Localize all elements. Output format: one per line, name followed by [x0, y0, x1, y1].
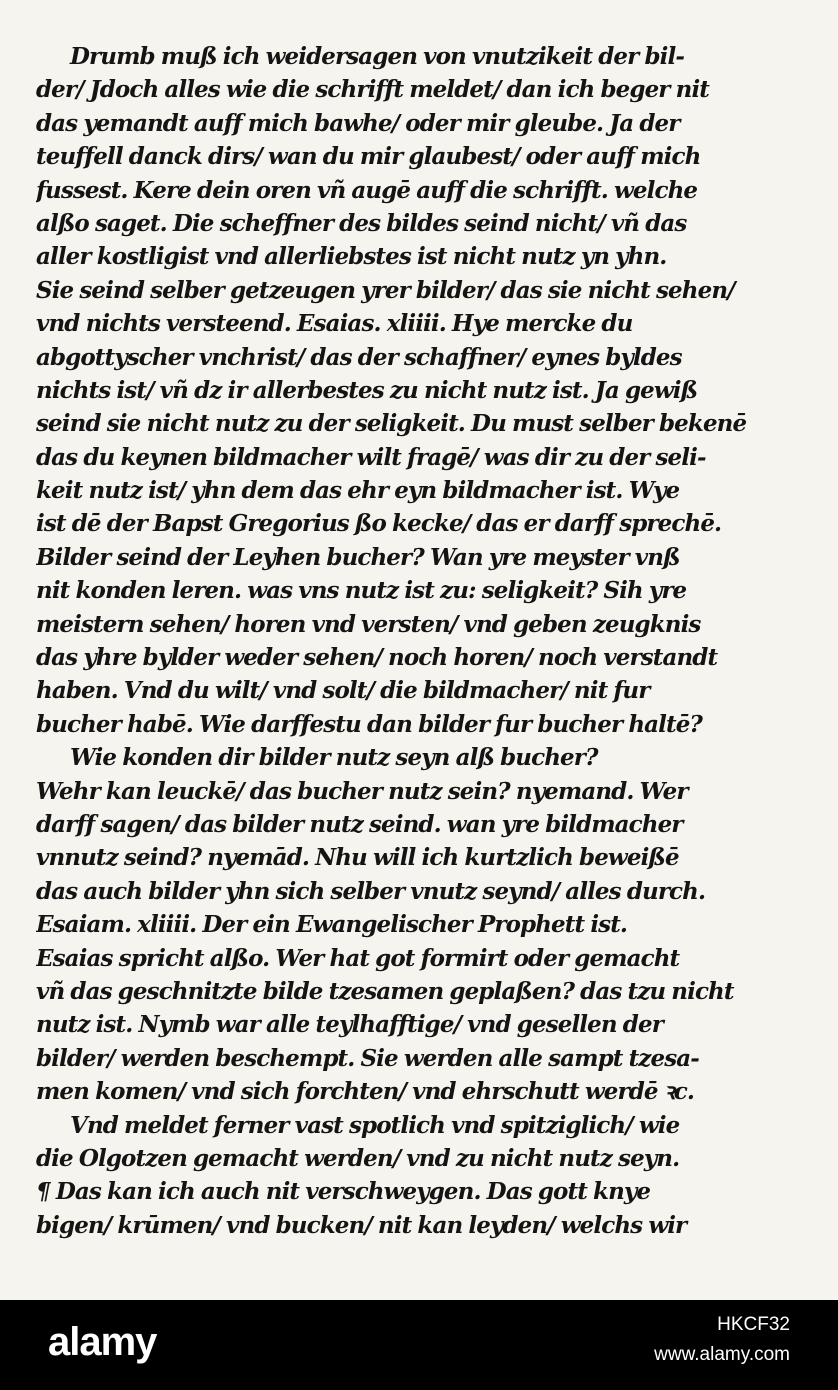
- text-line: ist dē der Bapst Gregorius ßo kecke/ das er darff sprechē.: [36, 510, 722, 538]
- text-line: seind sie nicht nutz zu der seligkeit. Du must selber bekenē: [36, 410, 747, 438]
- site-url-label: www.alamy.com: [654, 1344, 790, 1365]
- text-line: das yhre bylder weder sehen/ noch horen/ noch verstandt: [36, 644, 718, 672]
- text-line: Bilder seind der Leyhen bucher? Wan yre meyster vnß: [36, 543, 680, 571]
- text-line: Sie seind selber getzeugen yrer bilder/ das sie nicht sehen/: [36, 276, 735, 304]
- text-line: nutz ist. Nymb war alle teylhafftige/ vnd gesellen der: [36, 1011, 663, 1039]
- text-line: der/ Jdoch alles wie die schrifft meldet/ dan ich beger nit: [36, 76, 710, 104]
- text-line: aller kostligist vnd allerliebstes ist nicht nutz yn yhn.: [36, 243, 667, 271]
- text-line: Esaias spricht alßo. Wer hat got formirt oder gemacht: [36, 944, 680, 972]
- text-line: bucher habē. Wie darffestu dan bilder fur bucher haltē?: [36, 710, 703, 738]
- text-line: ¶ Das kan ich auch nit verschweygen. Das gott knye: [36, 1178, 651, 1206]
- text-line: keit nutz ist/ yhn dem das ehr eyn bildmacher ist. Wye: [36, 477, 680, 505]
- text-line: Wehr kan leuckē/ das bucher nutz sein? nyemand. Wer: [36, 777, 688, 805]
- text-line: Vnd meldet ferner vast spotlich vnd spitziglich/ wie: [70, 1111, 680, 1139]
- text-line: die Olgotzen gemacht werden/ vnd zu nicht nutz seyn.: [36, 1144, 680, 1172]
- text-line: Wie konden dir bilder nutz seyn alß bucher?: [70, 744, 598, 772]
- text-line: darff sagen/ das bilder nutz seind. wan yre bildmacher: [36, 810, 683, 838]
- text-line: fussest. Kere dein oren vñ augē auff die schrifft. welche: [36, 176, 698, 204]
- text-line: nit konden leren. was vns nutz ist zu: seligkeit? Sih yre: [36, 577, 687, 605]
- text-line: das du keynen bildmacher wilt fragē/ was dir zu der seli-: [36, 443, 706, 471]
- text-line: vñ das geschnitzte bilde tzesamen geplaßen? das tzu nicht: [36, 977, 734, 1005]
- text-line: meistern sehen/ horen vnd versten/ vnd geben zeugknis: [36, 610, 701, 638]
- blackletter-text-block: [36, 40, 796, 1242]
- text-line: men komen/ vnd sich forchten/ vnd ehrschutt werdē ꝛc.: [36, 1078, 694, 1106]
- text-line: bigen/ krūmen/ vnd bucken/ nit kan leyden/ welchs wir: [36, 1211, 687, 1239]
- text-line: abgottyscher vnchrist/ das der schaffner/ eynes byldes: [36, 343, 682, 371]
- text-line: das yemandt auff mich bawhe/ oder mir gleube. Ja der: [36, 109, 680, 137]
- watermark-footer-bar: [0, 1300, 838, 1390]
- text-line: bilder/ werden beschempt. Sie werden alle sampt tzesa-: [36, 1044, 699, 1072]
- image-id-label: HKCF32: [717, 1314, 790, 1335]
- text-line: haben. Vnd du wilt/ vnd solt/ die bildmacher/ nit fur: [36, 677, 650, 705]
- text-line: vnnutz seind? nyemād. Nhu will ich kurtzlich beweißē: [36, 844, 679, 872]
- text-line: Drumb muß ich weidersagen von vnutzikeit der bil-: [70, 43, 684, 70]
- text-line: nichts ist/ vñ dz ir allerbestes zu nicht nutz ist. Ja gewiß: [36, 376, 698, 404]
- text-line: alßo saget. Die scheffner des bildes seind nicht/ vñ das: [36, 209, 687, 237]
- text-line: Esaiam. xliiii. Der ein Ewangelischer Prophett ist.: [36, 911, 628, 939]
- text-line: vnd nichts versteend. Esaias. xliiii. Hye mercke du: [36, 310, 633, 338]
- text-line: das auch bilder yhn sich selber vnutz seynd/ alles durch.: [36, 877, 706, 905]
- alamy-logo: alamy: [48, 1320, 157, 1364]
- text-line: teuffell danck dirs/ wan du mir glaubest/ oder auff mich: [36, 143, 701, 171]
